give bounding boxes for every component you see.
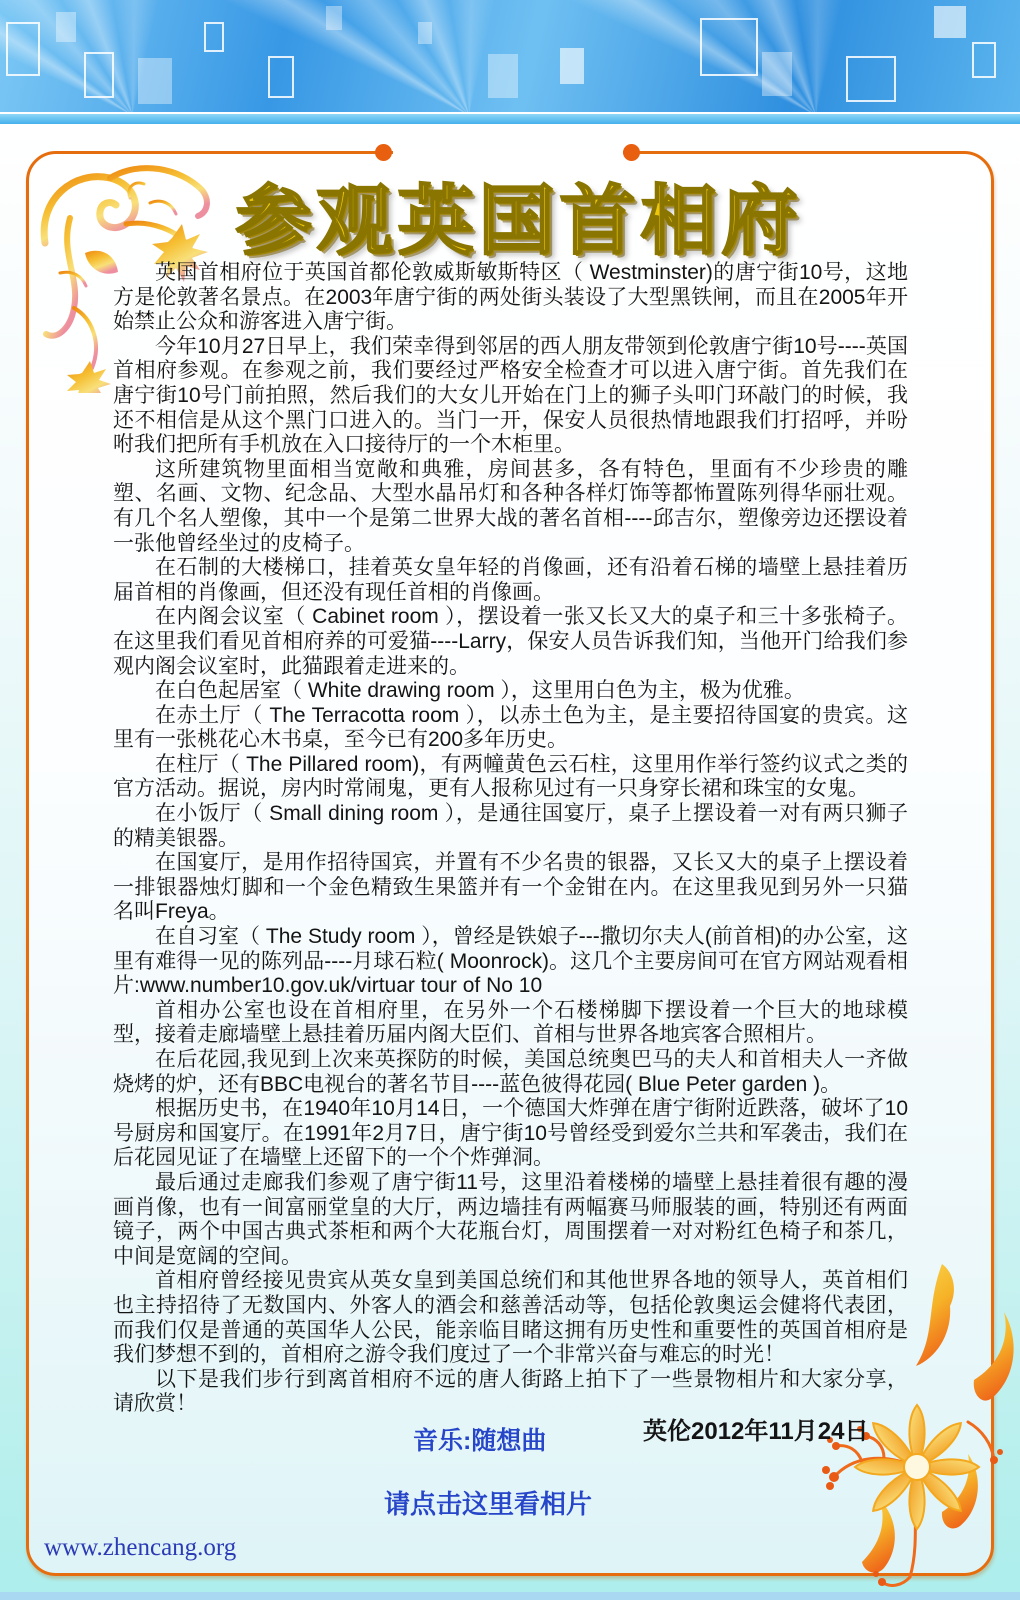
paragraph: 在赤土厅（ The Terracotta room ），以赤土色为主，是主要招待国宴的贵宾。这里有一张桃花心木书桌，至今已有200多年历史。 (113, 703, 908, 752)
banner-square (972, 42, 996, 78)
banner-square (56, 12, 76, 42)
banner-square (762, 52, 792, 96)
page-title: 参观英国首相府 (235, 179, 803, 264)
date-label: 英伦2012年11月24日 (643, 1418, 869, 1445)
banner-square (6, 22, 40, 76)
orange-dot-icon (375, 144, 392, 161)
paragraph: 以下是我们步行到离首相府不远的唐人街路上拍下了一些景物相片和大家分享，请欣赏！ (113, 1367, 908, 1416)
banner-strip (0, 112, 1020, 124)
paragraph: 在内阁会议室（ Cabinet room ），摆设着一张又长又大的桌子和三十多张椅子。在这里我们看见首相府养的可爱猫----Larry，保安人员告诉我们知，当他开门给我们参观内阁会议室时，此猫跟着走进来的。 (113, 605, 908, 678)
site-link[interactable]: www.zhencang.org (44, 1534, 237, 1561)
banner-square (934, 6, 966, 38)
orange-dot-icon (623, 144, 640, 161)
article-body (113, 261, 908, 1417)
banner-square (326, 6, 342, 30)
banner-square (418, 22, 432, 44)
paragraph: 首相办公室也设在首相府里，在另外一个石楼梯脚下摆设着一个巨大的地球模型，接着走廊墙壁上悬挂着历届内阁大臣们、首相与世界各地宾客合照相片。 (113, 998, 908, 1047)
banner-square (84, 52, 114, 98)
paragraph: 在小饭厅（ Small dining room ），是通往国宴厅，桌子上摆设着一对有两只狮子的精美银器。 (113, 802, 908, 850)
paragraph: 今年10月27日早上，我们荣幸得到邻居的西人朋友带领到伦敦唐宁街10号----英国首相府参观。在参观之前，我们要经过严格安全检查才可以进入唐宁街。首先我们在唐宁街10号门前拍照，然后我们的大女儿开始在门上的狮子头叩门环敲门的时候，我还不相信是从这个黑门口进入的。当门一开，保安人员很热情地跟我们打招呼，并吩咐我们把所有手机放在入口接待厅的一个木柜里。 (113, 334, 908, 457)
banner-square (204, 22, 224, 52)
border-gap (393, 149, 623, 157)
banner-square (560, 48, 584, 84)
banner-square (488, 54, 518, 98)
banner-square (138, 58, 172, 104)
paragraph: 在自习室（ The Study room ），曾经是铁娘子---撒切尔夫人(前首相)的办公室，这里有难得一见的陈列品----月球石粒( Moonrock)。这几个主要房间可在官方网站观看相片:www.number10.gov.uk/virtuar tour of No 10 (113, 925, 908, 998)
paragraph: 在国宴厅，是用作招待国宾，并置有不少名贵的银器，又长又大的桌子上摆设着一排银器烛灯脚和一个金色精致生果篮并有一个金钳在内。在这里我见到另外一只猫名叫Freya。 (113, 851, 908, 924)
paragraph: 首相府曾经接见贵宾从英女皇到美国总统们和其他世界各地的领导人，英首相们也主持招待了无数国内、外客人的酒会和慈善活动等，包括伦敦奥运会健将代表团，而我们仅是普通的英国华人公民，能亲临目睹这拥有历史性和重要性的英国首相府是我们梦想不到的，首相府之游令我们度过了一个非常兴奋与难忘的时光！ (113, 1269, 908, 1367)
paragraph: 这所建筑物里面相当宽敞和典雅，房间甚多，各有特色，里面有不少珍贵的雕塑、名画、文物、纪念品、大型水晶吊灯和各种各样灯饰等都怖置陈列得华丽壮观。有几个名人塑像，其中一个是第二世界大战的著名首相----邱吉尔，塑像旁边还摆设着一张他曾经坐过的皮椅子。 (113, 457, 908, 555)
paragraph: 最后通过走廊我们参观了唐宁街11号，这里沿着楼梯的墙壁上悬挂着很有趣的漫画肖像，也有一间富丽堂皇的大厅，两边墙挂有两幅赛马师服装的画，特别还有两面镜子，两个中国古典式茶柜和两个大花瓶台灯，周围摆着一对对粉红色椅子和茶几，中间是宽阔的空间。 (113, 1170, 908, 1268)
paragraph: 在白色起居室（ White drawing room ），这里用白色为主，极为优雅。 (155, 679, 805, 703)
paragraph: 在石制的大楼梯口，挂着英女皇年轻的肖像画，还有沿着石梯的墙壁上悬挂着历届首相的肖像画，但还没有现任首相的肖像画。 (113, 556, 908, 604)
banner-square (268, 56, 294, 98)
banner-square (846, 56, 896, 102)
paragraph: 英国首相府位于英国首都伦敦威斯敏斯特区（ Westminster)的唐宁街10号，这地方是伦敦著名景点。在2003年唐宁街的两处街头装设了大型黑铁闸，而且在2005年开始禁止公众和游客进入唐宁街。 (113, 261, 908, 334)
paragraph: 在后花园,我见到上次来英探防的时候，美国总统奥巴马的夫人和首相夫人一齐做烧烤的炉，还有BBC电视台的著名节目----蓝色彼得花园( Blue Peter garden )。 (113, 1048, 908, 1096)
photos-link[interactable]: 请点击这里看相片 (384, 1489, 593, 1519)
paragraph: 在柱厅（ The Pillared room)，有两幢黄色云石柱，这里用作举行签约议式之类的官方活动。据说，房内时常闹鬼，更有人报称见过有一只身穿长裙和珠宝的女鬼。 (113, 752, 908, 801)
top-banner (0, 0, 1020, 112)
banner-square (700, 18, 758, 76)
bottom-strip (0, 1592, 1020, 1600)
music-link[interactable]: 音乐:随想曲 (413, 1427, 547, 1455)
paragraph: 根据历史书，在1940年10月14日，一个德国大炸弹在唐宁街附近跌落，破坏了10号厨房和国宴厅。在1991年2月7日，唐宁街10号曾经受到爱尔兰共和军袭击，我们在后花园见证了在墙壁上还留下的一个个炸弹洞。 (113, 1097, 908, 1170)
